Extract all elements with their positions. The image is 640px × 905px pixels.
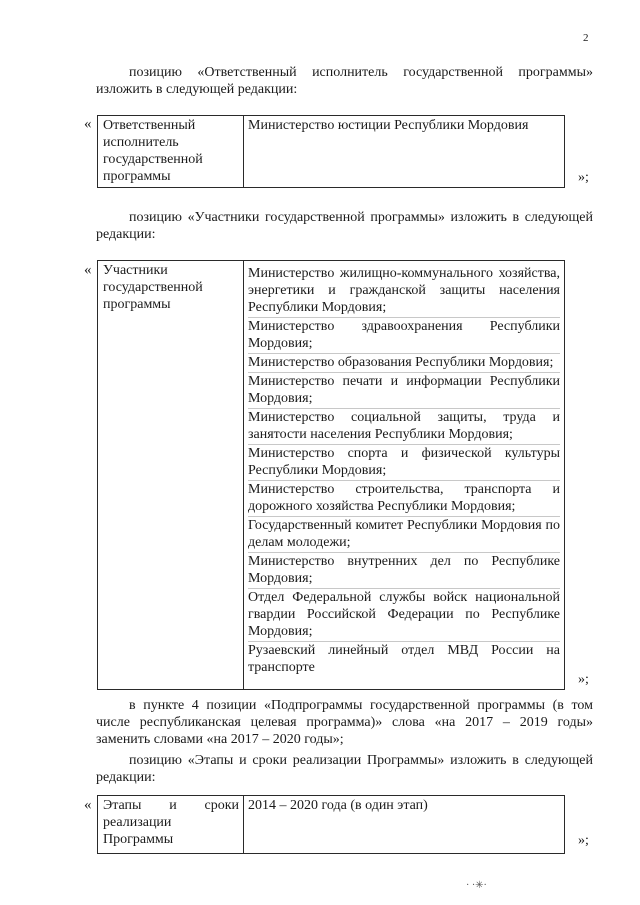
agency-item: Министерство здравоохранения Республики Мордовия;: [248, 319, 560, 351]
agency-item: Министерство строительства, транспорта и дорожного хозяйства Республики Мордовия;: [248, 482, 560, 514]
open-quote: «: [84, 797, 92, 813]
close-quote: »;: [578, 672, 589, 687]
paragraph-stages: позицию «Этапы и сроки реализации Программы» изложить в следующей редакции:: [96, 753, 593, 785]
agency-item: Министерство образования Республики Мордовия;: [248, 353, 560, 372]
agency-item: Рузаевский линейный отдел МВД России на транспорте: [248, 643, 560, 675]
open-quote: «: [84, 116, 92, 132]
page-number: 2: [583, 32, 589, 44]
agency-item: Министерство спорта и физической культуры Республики Мордовия;: [248, 446, 560, 478]
agency-item: Министерство жилищно-коммунального хозяйства, энергетики и гражданской защиты населения Республики Мордовия;: [248, 266, 560, 315]
table-left-cell: Участники государственной программы: [98, 261, 244, 690]
paragraph-subprograms: в пункте 4 позиции «Подпрограммы государственной программы (в том числе республиканская целевая программа)» слова «на 2017 – 2019 годы» заменить словами «на 2017 – 2020 годы»;: [96, 698, 593, 747]
agency-item: Отдел Федеральной службы войск национальной гвардии Российской Федерации по Республике Мордовия;: [248, 590, 560, 639]
close-quote: »;: [578, 170, 589, 185]
table-right-cell: 2014 – 2020 года (в один этап): [244, 796, 565, 854]
agency-list: [248, 265, 560, 677]
agency-item: Министерство печати и информации Республики Мордовия;: [248, 374, 560, 406]
agency-item: Министерство внутренних дел по Республике Мордовия;: [248, 554, 560, 586]
table-right-cell: Министерство юстиции Республики Мордовия: [244, 116, 565, 188]
paragraph-responsible-executor: позицию «Ответственный исполнитель государственной программы» изложить в следующей редакции:: [96, 65, 593, 97]
close-quote: »;: [578, 833, 589, 848]
table-participants: [97, 260, 565, 690]
agency-item: Государственный комитет Республики Мордовия по делам молодежи;: [248, 518, 560, 550]
open-quote: «: [84, 262, 92, 278]
table-left-cell: Ответственный исполнитель государственной программы: [98, 116, 244, 188]
agencies-cell: [244, 261, 565, 690]
agency-item: Министерство социальной защиты, труда и занятости населения Республики Мордовия;: [248, 410, 560, 442]
scan-mark: · ·✳·: [466, 880, 487, 891]
table-stages: [97, 795, 565, 854]
table-responsible-executor: [97, 115, 565, 188]
table-left-cell: Этапы и сроки реализации Программы: [98, 796, 244, 854]
paragraph-participants: позицию «Участники государственной программы» изложить в следующей редакции:: [96, 210, 593, 242]
